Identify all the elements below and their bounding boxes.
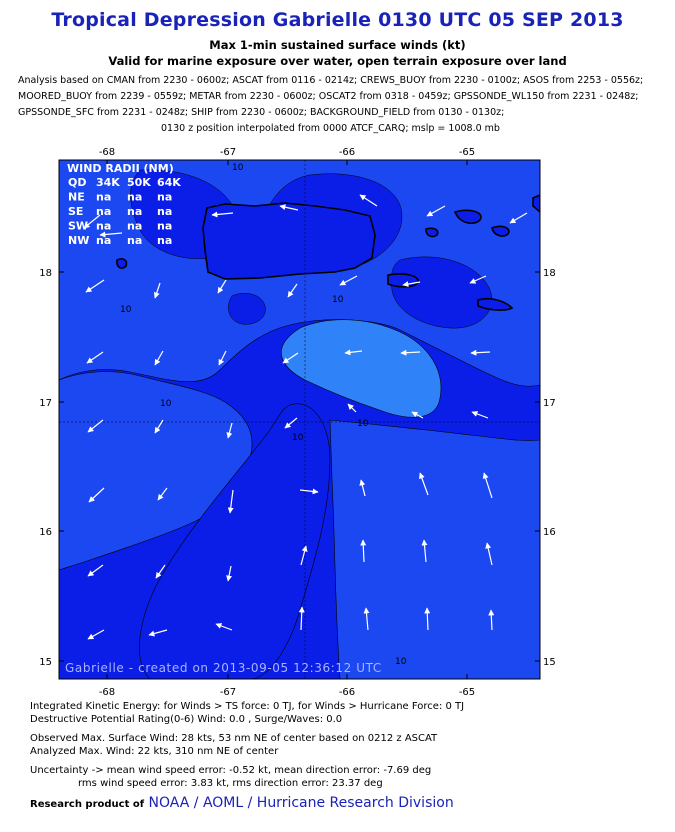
research-org-link[interactable]: NOAA / AOML / Hurricane Research Division (148, 795, 454, 811)
wind-radii-cell: SW (68, 219, 89, 233)
position-line: 0130 z position interpolated from 0000 ATCF_CARQ; mslp = 1008.0 mb (161, 123, 500, 134)
wind-radii-title: WIND RADII (NM) (67, 162, 174, 175)
lon-label-top-66: -66 (338, 147, 356, 158)
uncertainty-line: Uncertainty -> mean wind speed error: -0.52 kt, mean direction error: -7.69 deg (30, 765, 432, 776)
lon-label-top-65: -65 (458, 147, 476, 158)
contour-label: 10 (332, 295, 344, 305)
map-subtitle-winds: Max 1-min sustained surface winds (kt) (209, 38, 466, 52)
contour-band-southeast (330, 420, 540, 679)
lon-label-bottom-67: -67 (219, 687, 237, 698)
analysis-line-1: Analysis based on CMAN from 2230 - 0600z; ASCAT from 0116 - 0214z; CREWS_BUOY from 2230 - 0100z; ASOS from 2253 - 0556z; (18, 75, 644, 86)
analysis-line-2: MOORED_BUOY from 2239 - 0559z; METAR from 2230 - 0600z; OSCAT2 from 0318 - 0459z; GPSSONDE_WL150 from 2231 - 0248z; (18, 91, 639, 102)
wind-radii-cell: na (96, 219, 112, 233)
map-title: Tropical Depression Gabrielle 0130 UTC 05 SEP 2013 (51, 9, 624, 31)
contour-label: 10 (120, 305, 132, 315)
culebra-outline (426, 228, 438, 236)
wind-radii-cell: na (96, 234, 112, 247)
lat-label-right-17: 17 (543, 398, 556, 409)
wind-radii-cell: na (157, 219, 173, 233)
ike-line: Integrated Kinetic Energy: for Winds > TS force: 0 TJ, for Winds > Hurricane Force: 0 TJ (30, 701, 465, 712)
wind-radii-cell: na (127, 205, 143, 218)
observed-max-wind-line: Observed Max. Surface Wind: 28 kts, 53 nm NE of center based on 0212 z ASCAT (30, 733, 438, 744)
lon-label-bottom-66: -66 (338, 687, 356, 698)
destructive-potential-line: Destructive Potential Rating(0-6) Wind: 0.0 , Surge/Waves: 0.0 (30, 714, 343, 725)
lat-label-left-17: 17 (39, 398, 52, 409)
wind-radii-cell: na (157, 234, 173, 247)
lat-label-right-18: 18 (543, 268, 556, 279)
wind-radii-cell: na (157, 190, 173, 204)
wind-radii-cell: na (127, 234, 143, 247)
contour-label: 10 (160, 399, 172, 409)
lon-label-top-67: -67 (219, 147, 237, 158)
lon-label-top-68: -68 (98, 147, 116, 158)
wind-radii-cell: na (127, 219, 143, 233)
wind-radii-cell: NE (68, 190, 85, 204)
wind-radii-header-cell: 34K (96, 176, 120, 189)
lat-label-left-16: 16 (39, 527, 52, 538)
wind-field-map (0, 140, 675, 700)
wind-radii-cell: NW (68, 234, 90, 247)
contour-label: 10 (357, 419, 369, 429)
wind-radii-cell: na (96, 190, 112, 204)
wind-radii-cell: na (157, 205, 173, 218)
analysis-line-3: GPSSONDE_SFC from 2231 - 0248z; SHIP from 2230 - 0600z; BACKGROUND_FIELD from 0130 - 0130z; (18, 107, 505, 118)
lat-label-right-15: 15 (543, 657, 556, 668)
analysis-sources (18, 73, 668, 137)
puerto-rico-outline (203, 203, 375, 279)
contour-label: 10 (395, 657, 407, 667)
rms-error-line: rms wind speed error: 3.83 kt, rms direction error: 23.37 deg (78, 778, 383, 789)
contour-label: 10 (292, 433, 304, 443)
map-subtitle-validity: Valid for marine exposure over water, open terrain exposure over land (108, 54, 567, 68)
wind-radii-cell: SE (68, 205, 84, 218)
contour-pocket-4 (228, 293, 265, 324)
research-credit (30, 795, 454, 811)
lon-label-bottom-68: -68 (98, 687, 116, 698)
mona-island-outline (117, 259, 127, 268)
analyzed-max-wind-line: Analyzed Max. Wind: 22 kts, 310 nm NE of center (30, 746, 279, 757)
wind-radii-cell: na (96, 205, 112, 218)
wind-radii-header-cell: QD (68, 176, 87, 189)
created-credit: Gabrielle - created on 2013-09-05 12:36:12 UTC (65, 661, 382, 675)
lon-label-bottom-65: -65 (458, 687, 476, 698)
contour-label: 10 (232, 163, 244, 173)
wind-radii-header-cell: 64K (157, 176, 181, 189)
research-lead: Research product of (30, 799, 145, 810)
lat-label-left-15: 15 (39, 657, 52, 668)
lat-label-right-16: 16 (543, 527, 556, 538)
wind-radii-header-cell: 50K (127, 176, 151, 189)
wind-radii-cell: na (127, 190, 143, 204)
lat-label-left-18: 18 (39, 268, 52, 279)
